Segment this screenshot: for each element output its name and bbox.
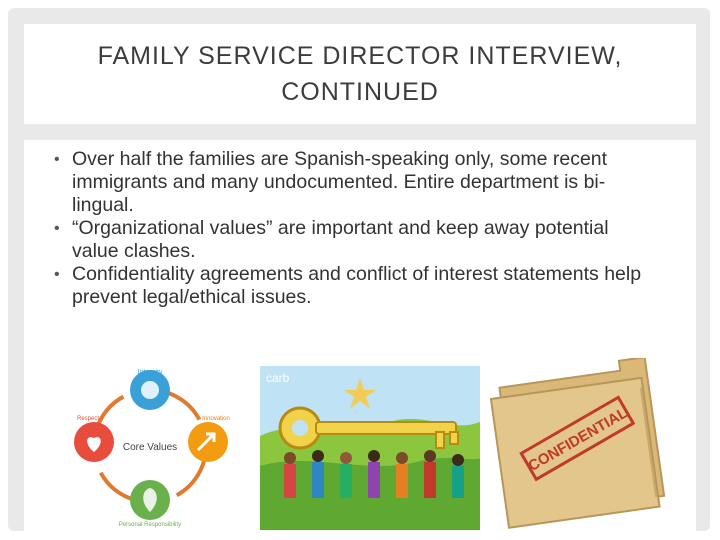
confidential-folder-image (480, 358, 666, 531)
responsibility-label: Personal Responsibility (118, 522, 182, 528)
slide-title-line-2: CONTINUED (281, 78, 439, 106)
key-scene-graphic (260, 366, 482, 530)
bullet-text: Confidentiality agreements and conflict of interest statements help prevent legal/ethical issues. (72, 263, 642, 308)
corner-text: carb (266, 371, 290, 385)
core-values-image (66, 362, 234, 530)
innovation-label: Innovation (202, 416, 230, 422)
core-values-graphic (66, 362, 234, 530)
bullet-dot: • (54, 220, 60, 237)
confidential-stamp-text: CONFIDENTIAL (525, 404, 631, 475)
folder-icon (488, 358, 665, 528)
bullet-text: “Organizational values” are important and keep away potential value clashes. (72, 217, 609, 262)
slide-title-line-1: FAMILY SERVICE DIRECTOR INTERVIEW, (97, 42, 623, 70)
title-box (24, 24, 696, 124)
folder-graphic (480, 358, 666, 531)
bullet-item (54, 217, 654, 263)
bullet-text: Over half the families are Spanish-speaking only, some recent immigrants and many undocumented. Entire department is bi-lingual. (72, 148, 608, 216)
bullet-list (54, 148, 654, 309)
bullet-dot: • (54, 266, 60, 283)
bullet-dot: • (54, 151, 60, 168)
core-values-center-label: Core Values (122, 442, 178, 453)
bullet-item (54, 263, 654, 309)
slide-title (24, 38, 696, 110)
content-area (24, 140, 696, 531)
key-scene-image (260, 366, 482, 530)
integrity-label: Integrity (137, 369, 163, 376)
respect-label: Respect (76, 416, 100, 422)
bullet-item (54, 148, 654, 217)
